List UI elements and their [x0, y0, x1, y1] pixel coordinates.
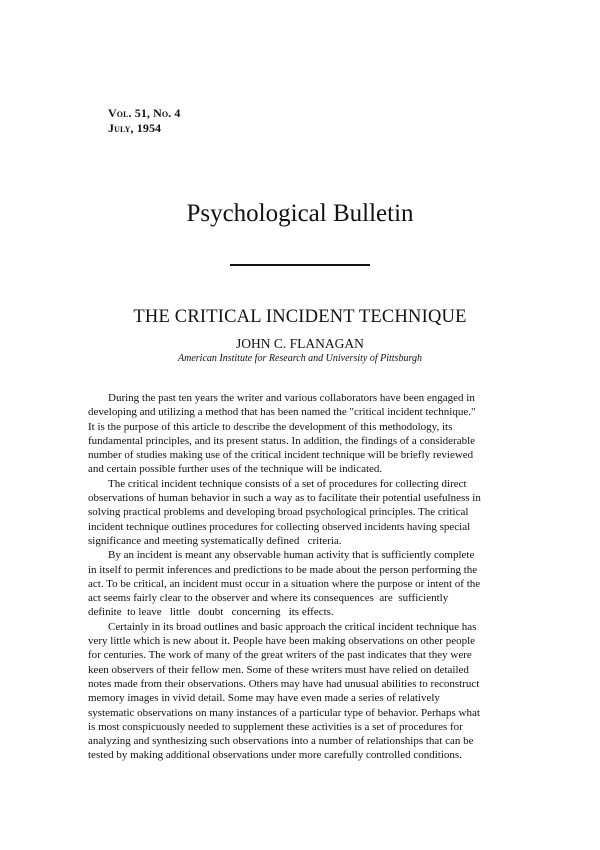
article-title: THE CRITICAL INCIDENT TECHNIQUE — [133, 307, 467, 327]
paragraph-line: analyzing and synthesizing such observations into a number of relationships that can be — [88, 735, 474, 748]
paragraph-line: in itself to permit inferences and predictions to be made about the person performing the — [88, 563, 478, 576]
paragraph-line: developing and utilizing a method that has been named the "critical incident technique." — [88, 406, 476, 419]
author-name: JOHN C. FLANAGAN — [236, 336, 364, 351]
paragraph-line: observations of human behavior in such a way as to facilitate their potential usefulness in — [88, 492, 481, 505]
author-affiliation: American Institute for Research and University of Pittsburgh — [178, 353, 422, 364]
paragraph-line: is most conspicuously needed to supplement these activities is a set of procedures for — [88, 720, 463, 733]
paragraph-line: keen observers of their fellow men. Some of these writers must have relied on detailed — [88, 663, 469, 676]
paragraph-line: tested by making additional observations under more carefully controlled conditions. — [88, 749, 462, 762]
paragraph-line: solving practical problems and developing broad psychological principles. The critical — [88, 506, 469, 519]
paragraph-line: act. To be critical, an incident must occur in a situation where the purpose or intent of the — [88, 577, 481, 590]
paragraph-line: notes made from their observations. Others may have had unusual abilities to reconstruct — [88, 677, 480, 690]
journal-title: Psychological Bulletin — [186, 200, 414, 227]
issue-info — [108, 106, 181, 136]
article-body — [88, 391, 508, 763]
paragraph-line: systematic observations on many instances of a particular type of behavior. Perhaps what — [88, 706, 480, 719]
paragraph-line: significance and meeting systematically defined criteria. — [88, 534, 342, 547]
paragraph-line: fundamental principles, and its present status. In addition, the findings of a considerable — [88, 434, 476, 447]
paragraph-line: act seems fairly clear to the observer and where its consequences are sufficiently — [88, 592, 449, 605]
paragraph-line: By an incident is meant any observable human activity that is sufficiently complete — [108, 549, 475, 562]
paragraph-line: memory images in vivid detail. Some may have even made a series of relatively — [88, 692, 440, 705]
volume-number: Vol. 51, No. 4 — [108, 106, 181, 120]
issue-date: July, 1954 — [108, 121, 162, 135]
paragraph-line: Certainly in its broad outlines and basic approach the critical incident technique has — [108, 620, 477, 633]
paragraph-line: for centuries. The work of many of the great writers of the past indicates that they were — [88, 649, 472, 662]
paragraph-line: definite to leave little doubt concerning its effects. — [88, 606, 334, 619]
title-divider — [230, 264, 370, 266]
paragraph-line: During the past ten years the writer and various collaborators have been engaged in — [108, 392, 475, 404]
paragraph-line: very little which is new about it. People have been making observations on other people — [88, 635, 476, 648]
paragraph-line: It is the purpose of this article to describe the development of this methodology, its — [88, 420, 453, 433]
paragraph-line: and certain possible further uses of the technique will be indicated. — [88, 463, 383, 476]
paragraph-line: incident technique outlines procedures for collecting observed incidents having special — [88, 520, 471, 533]
paragraph-line: number of studies making use of the critical incident technique will be briefly reviewed — [88, 449, 474, 462]
paragraph-line: The critical incident technique consists of a set of procedures for collecting direct — [108, 477, 467, 490]
